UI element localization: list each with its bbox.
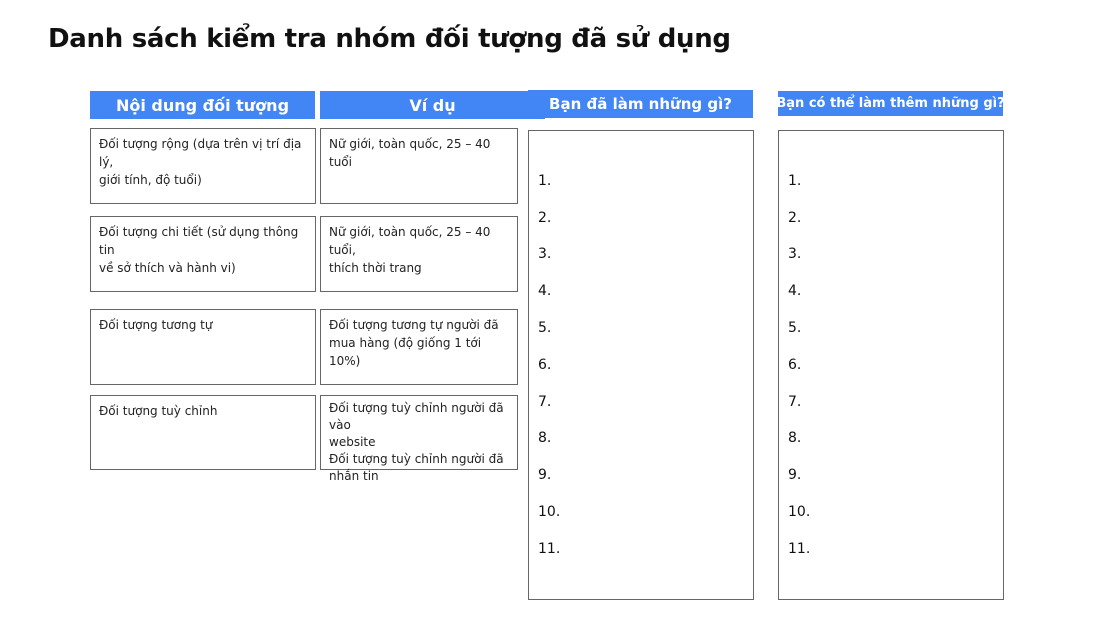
example-line: website: [329, 435, 376, 449]
more-item-2: 2.: [788, 210, 802, 226]
content-line: Đối tượng chi tiết (sử dụng thông tin: [99, 225, 299, 257]
more-item-8: 8.: [788, 430, 802, 446]
example-line: Nữ giới, toàn quốc, 25 – 40 tuổi,: [329, 225, 491, 257]
content-line: Đối tượng tương tự: [99, 318, 213, 332]
content-line: Đối tượng tuỳ chỉnh: [99, 404, 218, 418]
example-cell-custom: [320, 395, 518, 483]
example-line: Nữ giới, toàn quốc, 25 – 40 tuổi: [329, 137, 491, 169]
content-cell-lookalike: [90, 309, 316, 385]
more-item-11: 11.: [788, 541, 811, 557]
example-cell-detailed: [320, 216, 518, 292]
example-cell-lookalike: [320, 309, 518, 385]
more-item-9: 9.: [788, 467, 802, 483]
done-item-11: 11.: [538, 541, 561, 557]
content-cell-custom: [90, 395, 316, 470]
done-item-9: 9.: [538, 467, 552, 483]
example-line: Đối tượng tuỳ chỉnh người đã vào: [329, 401, 504, 432]
done-item-6: 6.: [538, 357, 552, 373]
example-line: Đối tượng tuỳ chỉnh người đã: [329, 452, 504, 466]
done-item-4: 4.: [538, 283, 552, 299]
example-line: mua hàng (độ giống 1 tới 10%): [329, 336, 482, 368]
content-cell-detailed: [90, 216, 316, 292]
more-item-7: 7.: [788, 394, 802, 410]
more-item-4: 4.: [788, 283, 802, 299]
content-line: về sở thích và hành vi): [99, 261, 236, 275]
more-item-1: 1.: [788, 173, 802, 189]
content-line: giới tính, độ tuổi): [99, 173, 202, 187]
done-item-3: 3.: [538, 246, 552, 262]
header-more: Bạn có thể làm thêm những gì?: [778, 91, 1003, 116]
more-item-3: 3.: [788, 246, 802, 262]
header-done: Bạn đã làm những gì?: [528, 90, 753, 118]
example-line: thích thời trang: [329, 261, 422, 275]
content-cell-broad: [90, 128, 316, 204]
example-line: nhắn tin: [329, 469, 379, 483]
done-item-8: 8.: [538, 430, 552, 446]
example-line: Đối tượng tương tự người đã: [329, 318, 499, 332]
more-item-6: 6.: [788, 357, 802, 373]
more-item-5: 5.: [788, 320, 802, 336]
done-item-7: 7.: [538, 394, 552, 410]
more-answer-box[interactable]: [778, 130, 1004, 600]
done-item-2: 2.: [538, 210, 552, 226]
done-item-5: 5.: [538, 320, 552, 336]
done-item-10: 10.: [538, 504, 561, 520]
done-answer-box[interactable]: [528, 130, 754, 600]
more-item-10: 10.: [788, 504, 811, 520]
header-content: Nội dung đối tượng: [90, 91, 315, 119]
header-example: Ví dụ: [320, 91, 545, 119]
page-title: Danh sách kiểm tra nhóm đối tượng đã sử dụng: [48, 24, 731, 54]
example-cell-broad: [320, 128, 518, 204]
content-line: Đối tượng rộng (dựa trên vị trí địa lý,: [99, 137, 302, 169]
done-item-1: 1.: [538, 173, 552, 189]
